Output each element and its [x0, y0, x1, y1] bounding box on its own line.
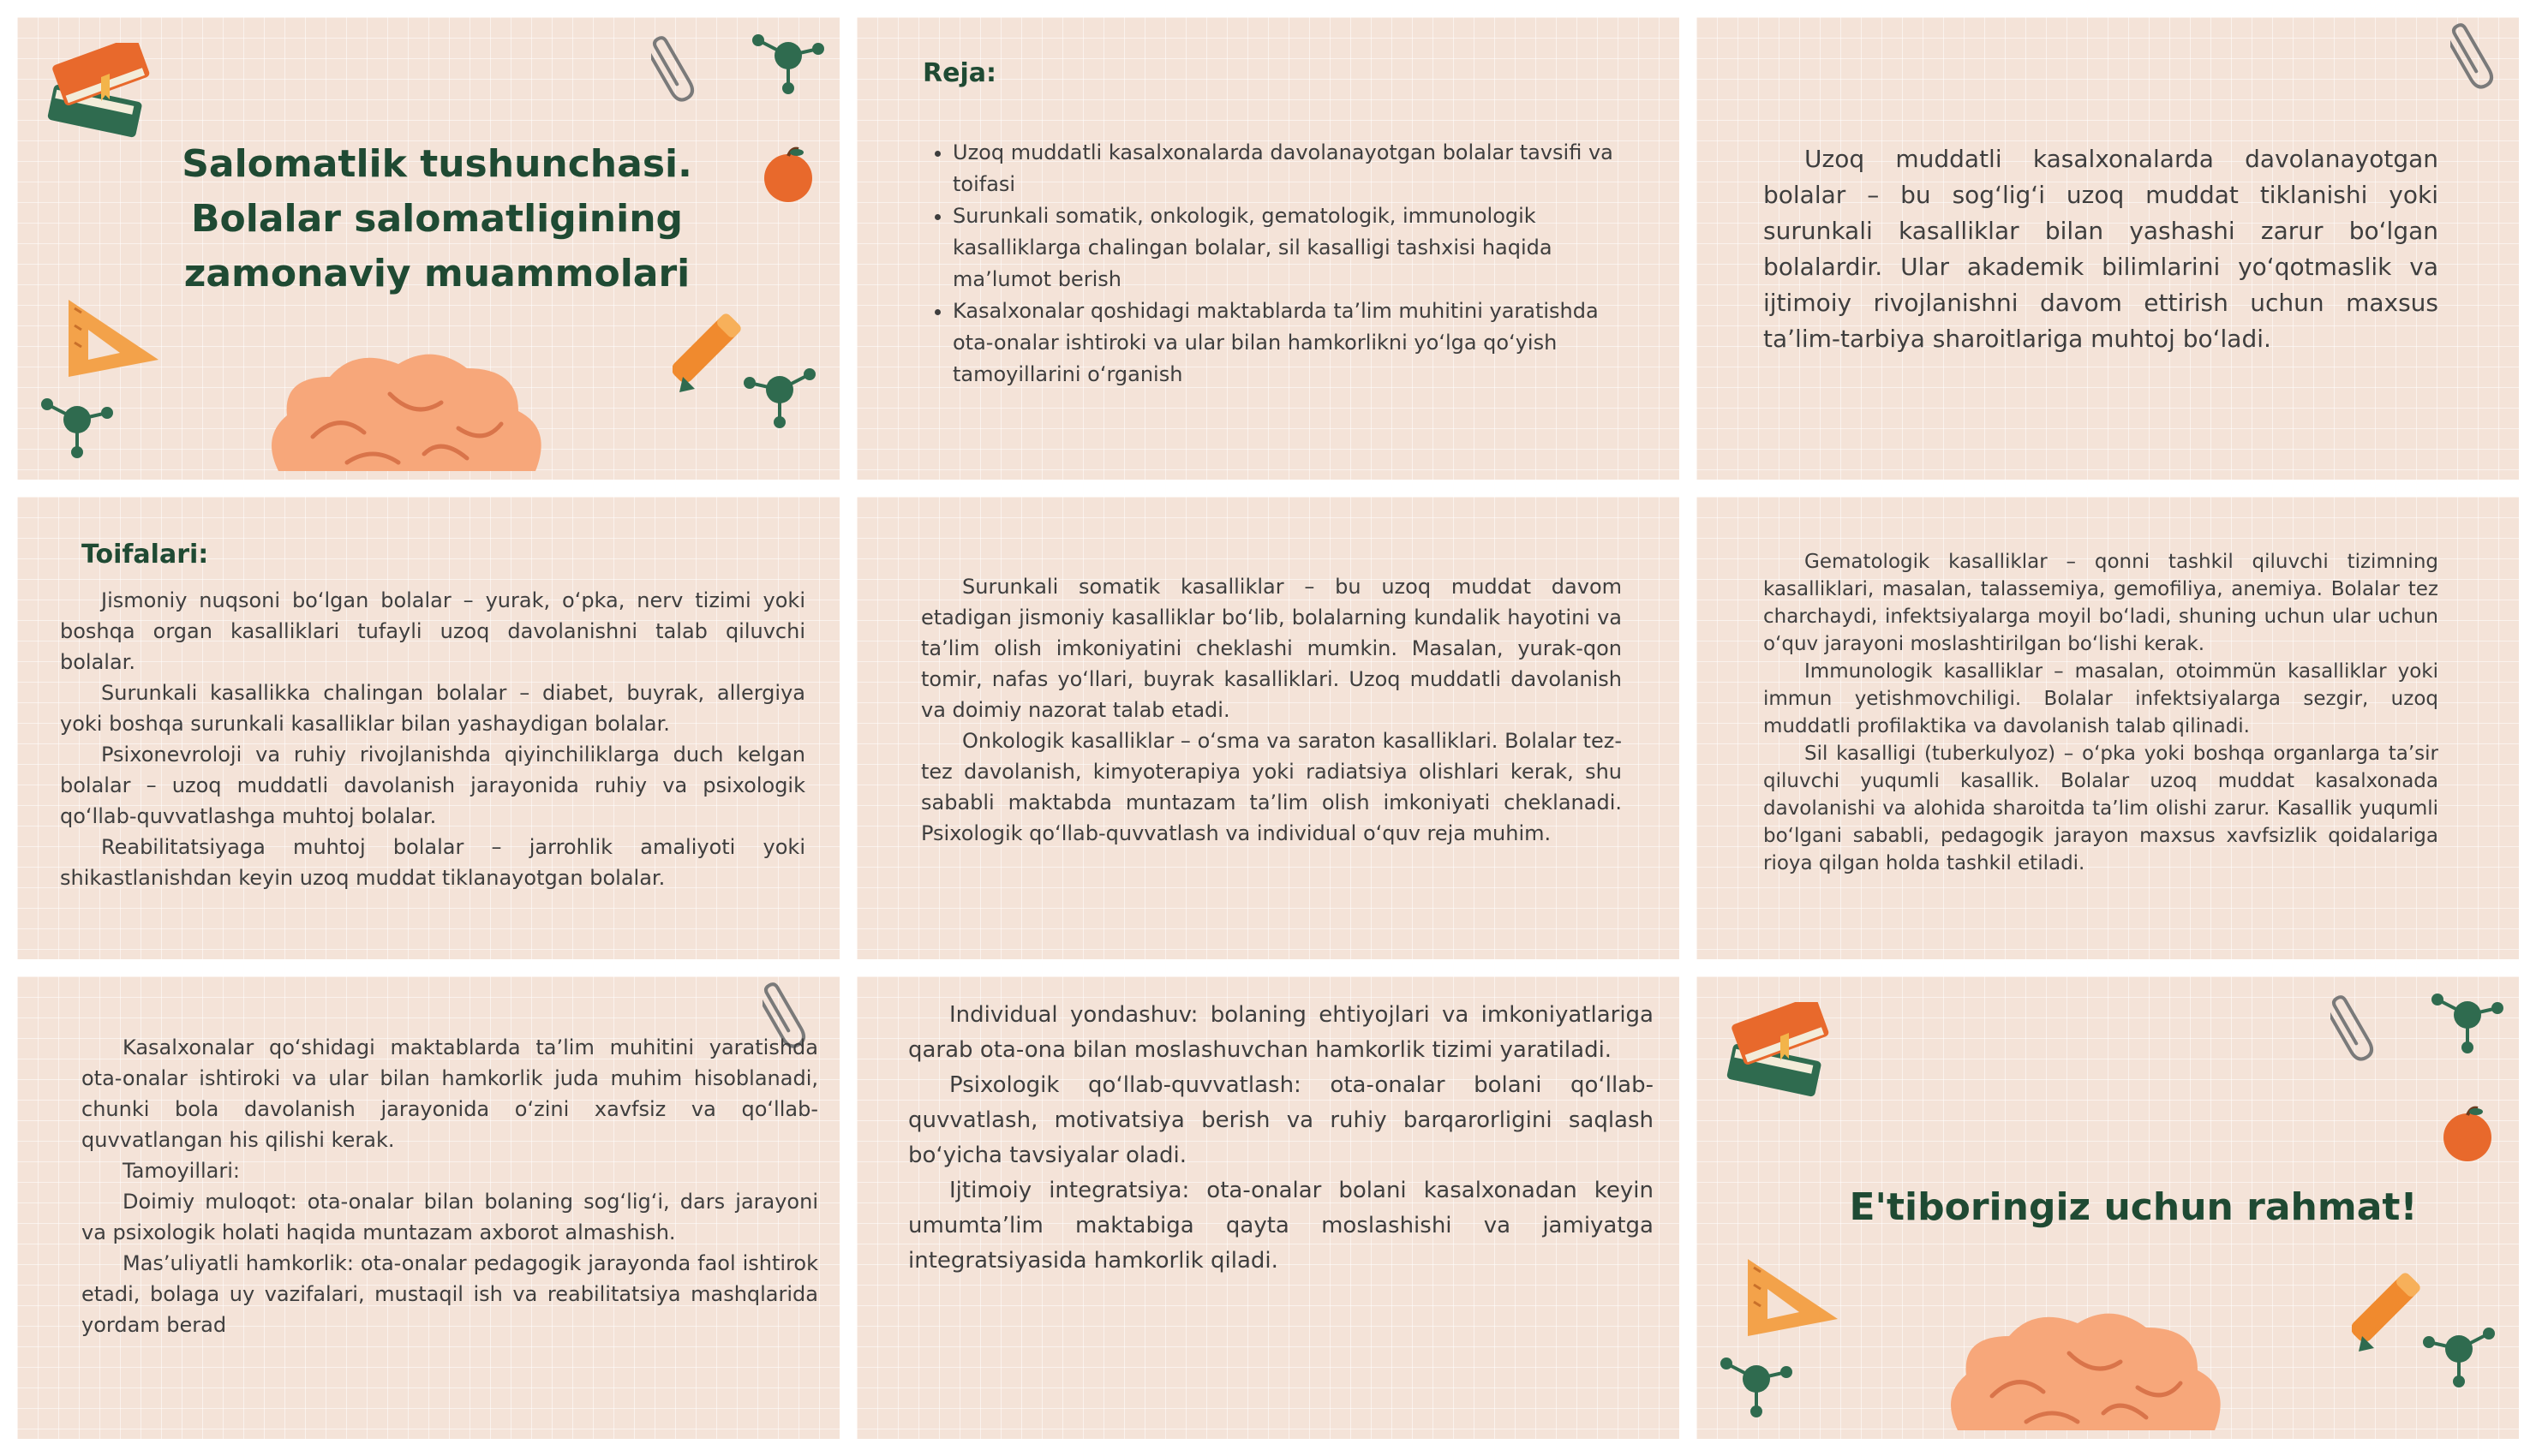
apple-icon	[763, 146, 822, 210]
paragraph: Immunologik kasalliklar – masalan, otoimmün kasalliklar yoki immun yetishmovchiligi. Bolalar infektsiyalarga sezgir, uzoq muddatli profilaktika va davolanish talab qilinadi.	[1763, 660, 2438, 737]
ruler-triangle-icon	[1744, 1250, 1846, 1345]
cooperation-text	[81, 1032, 818, 1340]
paragraph: Sil kasalligi (tuberkulyoz) – oʻpka yoki boshqa organlarga taʼsir qiluvchi yuqumli kasallik. Bolalar uzoq muddat kasalxonada davolanishi va alohida sharoitda taʼlim olishi zarur. Kasallik yuqumli boʻlgani sababli, pedagogik jarayon maxsus xavfsizlik qoidalariga rioya qilgan holda tashkil etiladi.	[1763, 743, 2438, 874]
paperclip-icon	[2450, 17, 2502, 94]
plan-list	[925, 137, 1638, 391]
brain-icon	[1941, 1302, 2249, 1439]
books-icon	[1720, 1002, 1832, 1113]
paragraph: Individual yondashuv: bolaning ehtiyojlari va imkoniyatlariga qarab ota-ona bilan moslashuvchan hamkorlik tizimi yaratiladi.	[908, 1002, 1654, 1063]
plan-item: • Kasalxonalar qoshidagi maktablarda taʼlim muhitini yaratishda ota-onalar ishtiroki va ular bilan hamkorlikni yoʻlga qoʻyish tamoyillarini oʻrganish	[953, 295, 1638, 391]
paragraph: Psixologik qoʻllab-quvvatlash: ota-onalar bolani qoʻllab-quvvatlash, motivatsiya berish va ruhiy barqarorligini saqlash boʻyicha tavsiyalar oladi.	[908, 1072, 1654, 1168]
paragraph: Psixonevroloji va ruhiy rivojlanishda qiyinchiliklarga duch kelgan bolalar – uzoq muddatli davolanish jarayonida ruhiy va psixologik qoʻllab-quvvatlashga muhtoj bolalar.	[60, 743, 805, 828]
paragraph: Gematologik kasalliklar – qonni tashkil qiluvchi tizimning kasalliklari, masalan, talassemiya, gemofiliya, anemiya. Bolalar tez charchaydi, infektsiyalarga moyil boʻladi, shuning uchun ular uchun oʻquv jarayoni moslashtirilgan boʻlishi kerak.	[1763, 551, 2438, 655]
molecule-icon	[737, 364, 822, 450]
plan-item: • Surunkali somatik, onkologik, gematologik, immunologik kasalliklarga chalingan bolalar, sil kasalligi tashxisi haqida maʼlumot berish	[953, 200, 1638, 295]
slide-categories	[17, 497, 840, 959]
slide-title-text: Salomatlik tushunchasi. Bolalar salomatligining zamonaviy muammolari	[182, 142, 692, 295]
paragraph: Doimiy muloqot: ota-onalar bilan bolaning sogʻligʻi, dars jarayoni va psixologik holati haqida muntazam axborot almashish.	[81, 1190, 818, 1244]
paperclip-icon	[2330, 989, 2382, 1075]
books-icon	[41, 43, 153, 154]
apple-icon	[2442, 1105, 2502, 1169]
molecule-icon	[750, 30, 827, 98]
slide-plan	[857, 17, 1679, 480]
slide-hematologic	[1696, 497, 2519, 959]
paragraph: Kasalxonalar qoʻshidagi maktablarda taʼlim muhitini yaratishda ota-onalar ishtiroki va ular bilan hamkorlik juda muhim hisoblanadi, chunki bola davolanish jarayonida oʻzini xavfsiz va qoʻllab-quvvatlangan his qilishi kerak.	[81, 1035, 818, 1152]
slide-thanks	[1696, 976, 2519, 1439]
molecule-icon	[2416, 1323, 2502, 1409]
paragraph: Surunkali somatik kasalliklar – bu uzoq muddat davom etadigan jismoniy kasalliklar boʻlib, bolalarning kundalik hayotini va taʼlim olish imkoniyatini cheklashi mumkin. Masalan, yurak-qon tomir, nafas yoʻllari, buyrak kasalliklari. Uzoq muddatli davolanish va doimiy nazorat talab etadi.	[921, 575, 1622, 722]
hematologic-text	[1763, 548, 2438, 877]
paragraph: Jismoniy nuqsoni boʻlgan bolalar – yurak, oʻpka, nerv tizimi yoki boshqa organ kasalliklari tufayli uzoq davolanishni talab qiluvchi bolalar.	[60, 588, 805, 674]
ruler-triangle-icon	[64, 291, 167, 385]
paragraph: Masʼuliyatli hamkorlik: ota-onalar pedagogik jarayonda faol ishtirok etadi, bolaga uy vazifalari, mustaqil ish va reabilitatsiya mashqlarida yordam berad	[81, 1251, 818, 1337]
molecule-icon	[1718, 1353, 1803, 1430]
plan-item: • Uzoq muddatli kasalxonalarda davolanayotgan bolalar tavsifi va toifasi	[953, 137, 1638, 200]
paperclip-icon	[651, 30, 703, 116]
paragraph: Reabilitatsiyaga muhtoj bolalar – jarrohlik amaliyoti yoki shikastlanishdan keyin uzoq muddat tiklanayotgan bolalar.	[60, 835, 805, 890]
categories-text	[60, 585, 805, 893]
slide-somatic-oncologic	[857, 497, 1679, 959]
slide-definition	[1696, 17, 2519, 480]
paragraph: Surunkali kasallikka chalingan bolalar – diabet, buyrak, allergiya yoki boshqa surunkali kasalliklar bilan yashaydigan bolalar.	[60, 681, 805, 736]
molecule-icon	[39, 394, 124, 471]
categories-heading: Toifalari:	[81, 540, 209, 570]
paragraph: Uzoq muddatli kasalxonalarda davolanayotgan bolalar – bu sogʻligʻi uzoq muddat tiklanishi yoki surunkali kasalliklar bilan yashashi zarur boʻlgan bolalardir. Ular akademik bilimlarini yoʻqotmaslik va ijtimoiy rivojlanishni davom ettirish uchun maxsus taʼlim-tarbiya sharoitlariga muhtoj boʻladi.	[1763, 145, 2438, 353]
slide-title	[17, 17, 840, 480]
paragraph: Tamoyillari:	[123, 1159, 240, 1183]
brain-icon	[261, 343, 570, 480]
plan-heading: Reja:	[923, 58, 996, 88]
paragraph: Ijtimoiy integratsiya: ota-onalar bolani kasalxonadan keyin umumtaʼlim maktabiga qayta moslashishi va jamiyatga integratsiyasida hamkorlik qiladi.	[908, 1178, 1654, 1274]
slide-principles	[857, 976, 1679, 1439]
molecule-icon	[2429, 989, 2506, 1058]
paragraph: Onkologik kasalliklar – oʻsma va saraton kasalliklari. Bolalar tez-tez davolanish, kimyoterapiya yoki radiatsiya olishlari kerak, shu sababli maktabda muntazam taʼlim olish imkoniyati cheklanadi. Psixologik qoʻllab-quvvatlash va individual oʻquv reja muhim.	[921, 729, 1622, 845]
slide-parents-cooperation	[17, 976, 840, 1439]
principles-text	[908, 998, 1654, 1279]
thanks-text: E'tiboringiz uchun rahmat!	[1849, 1185, 2418, 1229]
definition-text	[1763, 141, 2438, 357]
somatic-text	[921, 571, 1622, 849]
